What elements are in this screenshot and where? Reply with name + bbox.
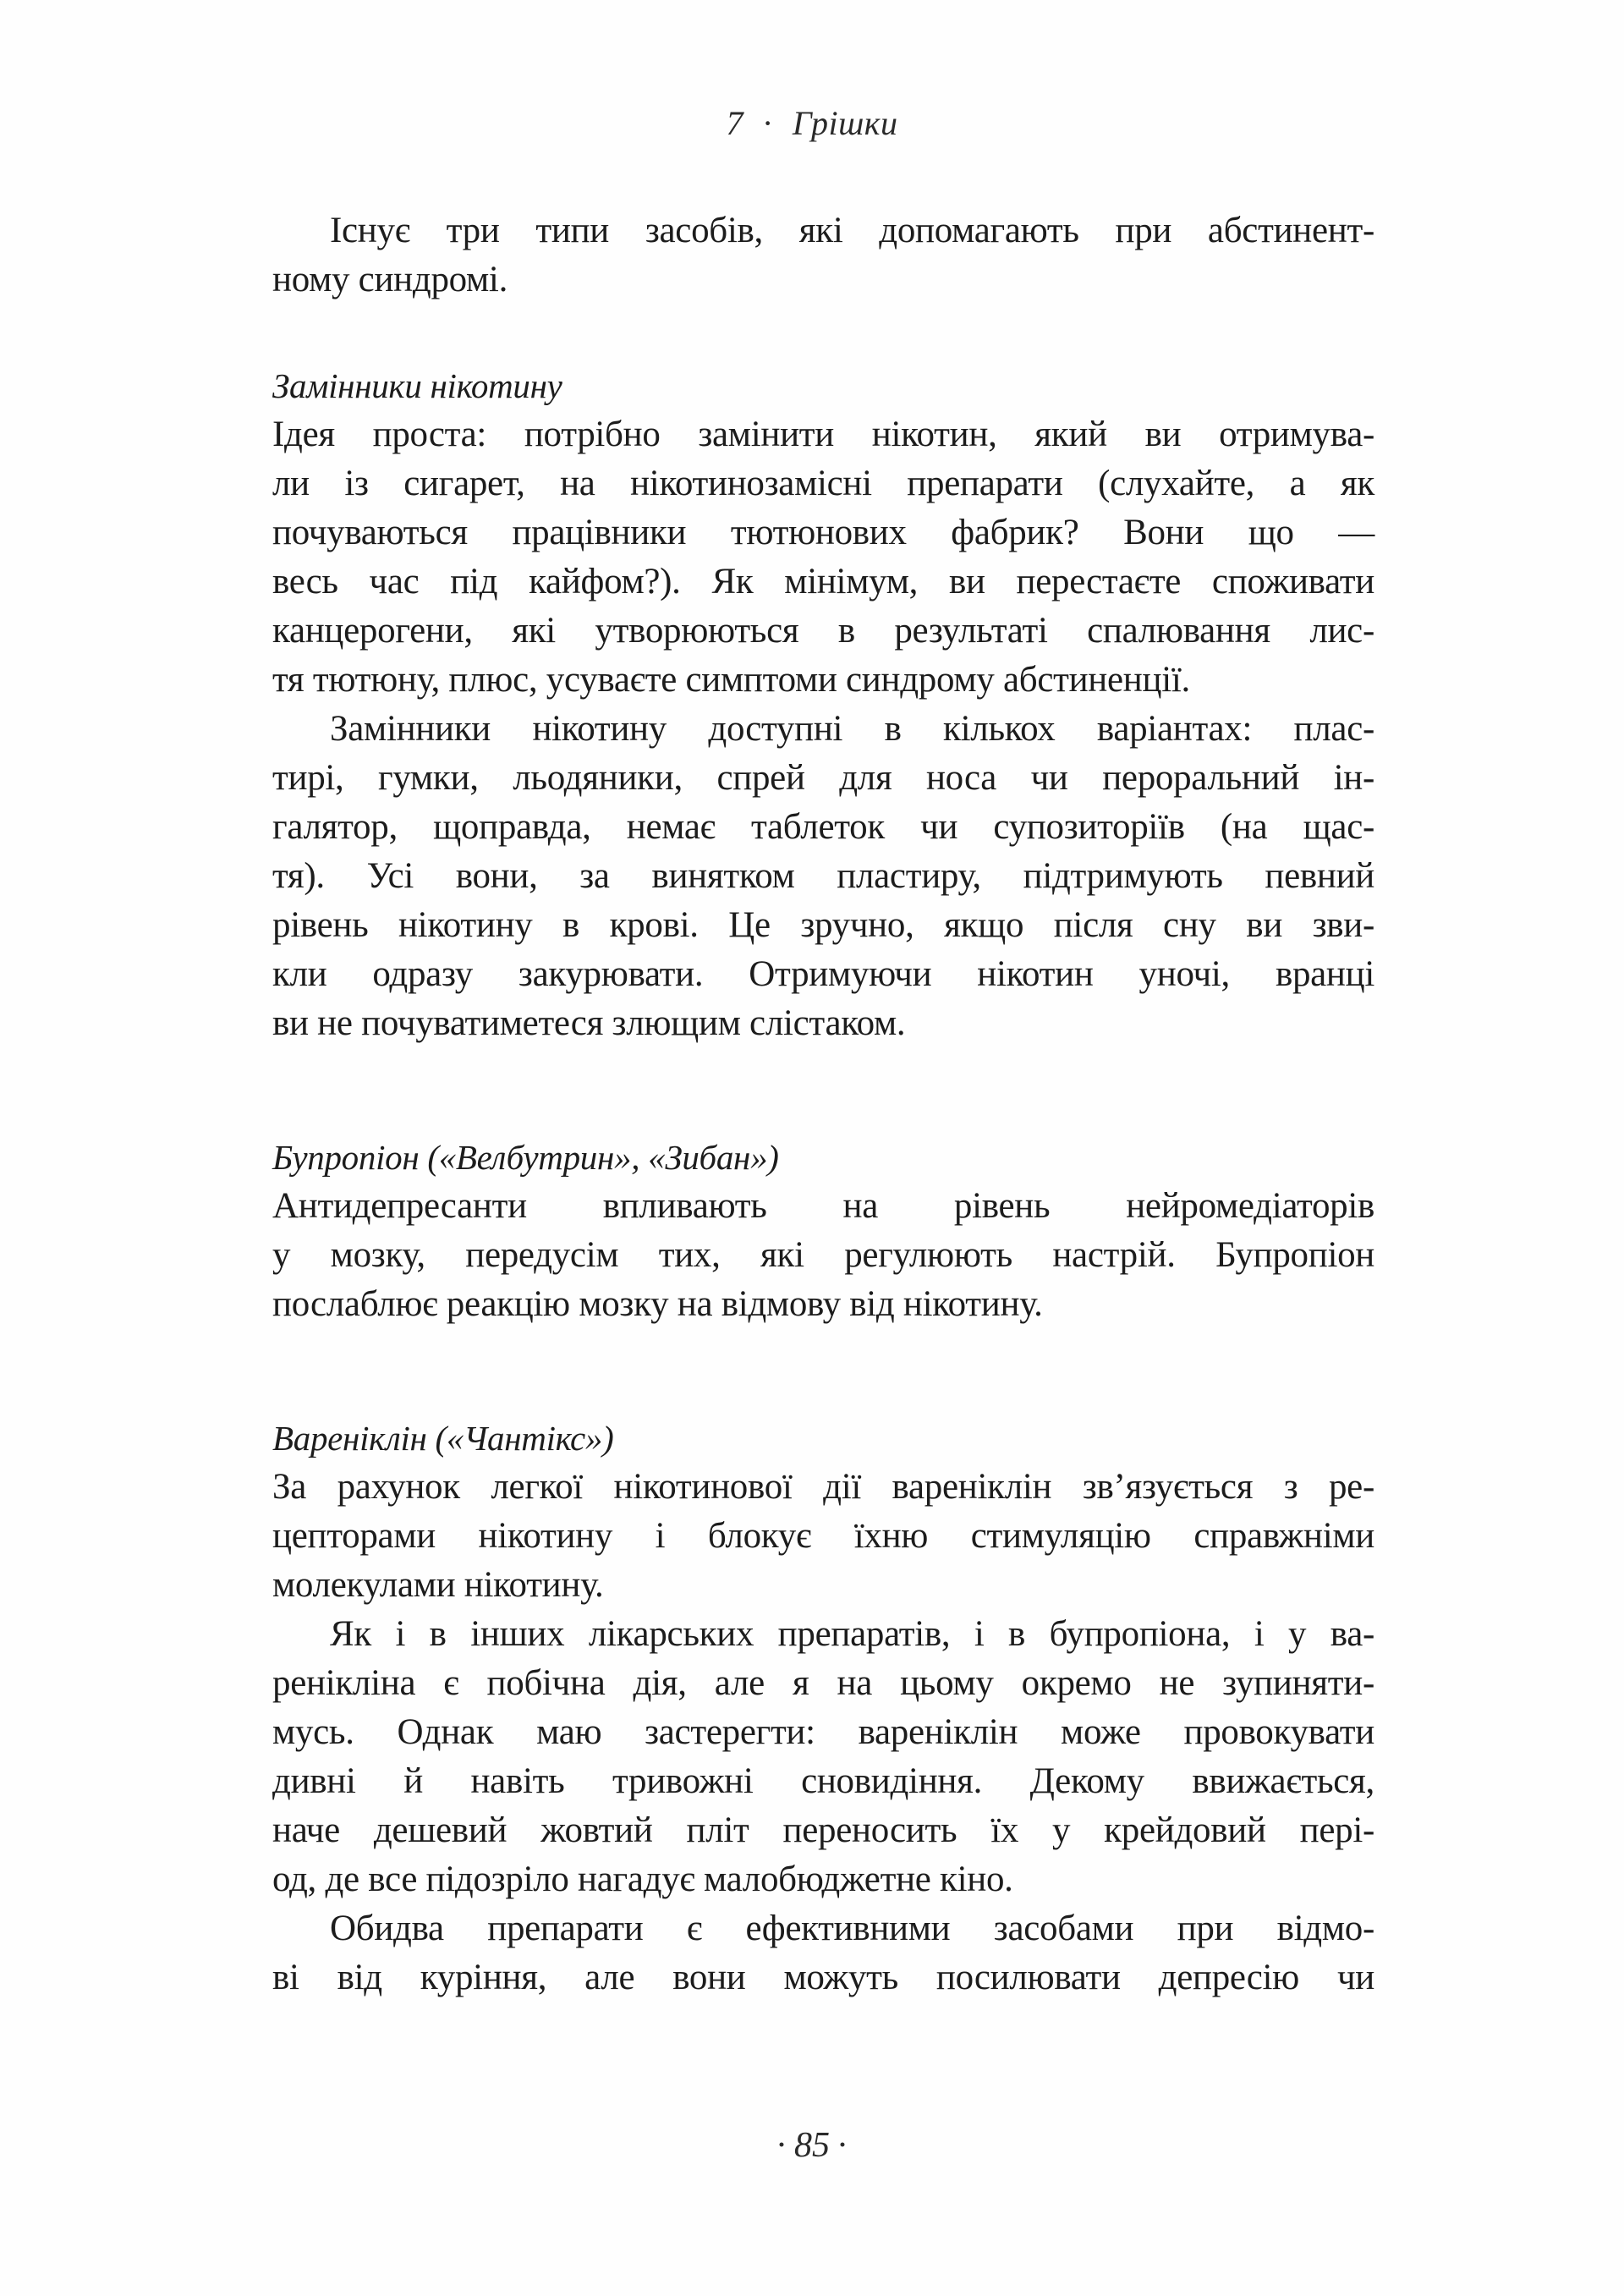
running-head-separator: ·	[762, 104, 774, 142]
running-head	[0, 103, 1624, 143]
paragraph-line: молекулами нікотину.	[272, 1565, 604, 1605]
paragraph-line: мусь. Однак маю застерегти: вареніклін може провокувати	[272, 1712, 1374, 1752]
paragraph-line: Антидепресанти впливають на рівень нейромедіаторів	[272, 1186, 1374, 1226]
section-heading-bupropion: Бупропіон («Велбутрин», «Зибан»)	[272, 1138, 779, 1177]
paragraph-line: ли із сигарет, на нікотинозамісні препарати (слухайте, а як	[272, 464, 1374, 503]
paragraph-line: дивні й навіть тривожні сновидіння. Декому ввижається,	[272, 1761, 1374, 1801]
paragraph-line: весь час під кайфом?). Як мінімум, ви перестаєте споживати	[272, 562, 1374, 601]
chapter-number: 7	[726, 104, 743, 142]
paragraph-line: рівень нікотину в крові. Це зручно, якщо після сну ви зви-	[272, 905, 1374, 945]
paragraph-line: ренікліна є побічна дія, але я на цьому окремо не зупиняти-	[272, 1663, 1374, 1703]
paragraph-line: од, де все підозріло нагадує малобюджетне кіно.	[272, 1859, 1013, 1899]
paragraph-line: послаблює реакцію мозку на відмову від нікотину.	[272, 1284, 1043, 1324]
paragraph-line: тирі, гумки, льодяники, спрей для носа чи пероральний ін-	[272, 758, 1374, 798]
paragraph-line: тя). Усі вони, за винятком пластиру, підтримують певний	[272, 856, 1374, 896]
section-heading-nicotine-replacement: Замінники нікотину	[272, 366, 562, 405]
paragraph-line: кли одразу закурювати. Отримуючи нікотин уночі, вранці	[272, 954, 1374, 994]
intro-line: Існує три типи засобів, які допомагають при абстинент-	[330, 211, 1374, 250]
paragraph-line: Як і в інших лікарських препаратів, і в бупропіона, і у ва-	[330, 1614, 1374, 1654]
paragraph-line: Ідея проста: потрібно замінити нікотин, який ви отримува-	[272, 415, 1374, 454]
section-heading-varenicline: Вареніклін («Чантікс»)	[272, 1419, 614, 1458]
paragraph-line: За рахунок легкої нікотинової дії вареніклін зв’язується з ре-	[272, 1467, 1374, 1507]
paragraph-line: ви не почуватиметеся злющим слістаком.	[272, 1003, 906, 1043]
paragraph-line: канцерогени, які утворюються в результаті спалювання лис-	[272, 611, 1374, 651]
intro-line: ному синдромі.	[272, 260, 508, 299]
paragraph-line: ві від куріння, але вони можуть посилювати депресію чи	[272, 1958, 1374, 1997]
folio-dot-right: ·	[837, 2126, 848, 2165]
paragraph-line: Замінники нікотину доступні в кількох варіантах: плас-	[330, 709, 1374, 749]
folio-dot-left: ·	[776, 2126, 787, 2165]
paragraph-line: Обидва препарати є ефективними засобами при відмо-	[330, 1909, 1374, 1948]
page-number-value: 85	[794, 2126, 830, 2165]
paragraph-line: тя тютюну, плюс, усуваєте симптоми синдрому абстиненції.	[272, 660, 1190, 700]
paragraph-line: почуваються працівники тютюнових фабрик? Вони що —	[272, 513, 1374, 552]
paragraph-line: у мозку, передусім тих, які регулюють настрій. Бупропіон	[272, 1235, 1374, 1275]
paragraph-line: цепторами нікотину і блокує їхню стимуляцію справжніми	[272, 1516, 1374, 1556]
paragraph-line: галятор, щоправда, немає таблеток чи супозиторіїв (на щас-	[272, 807, 1374, 847]
page-number	[0, 2125, 1624, 2166]
paragraph-line: наче дешевий жовтий пліт переносить їх у крейдовий пері-	[272, 1810, 1374, 1850]
chapter-title: Грішки	[792, 104, 898, 142]
